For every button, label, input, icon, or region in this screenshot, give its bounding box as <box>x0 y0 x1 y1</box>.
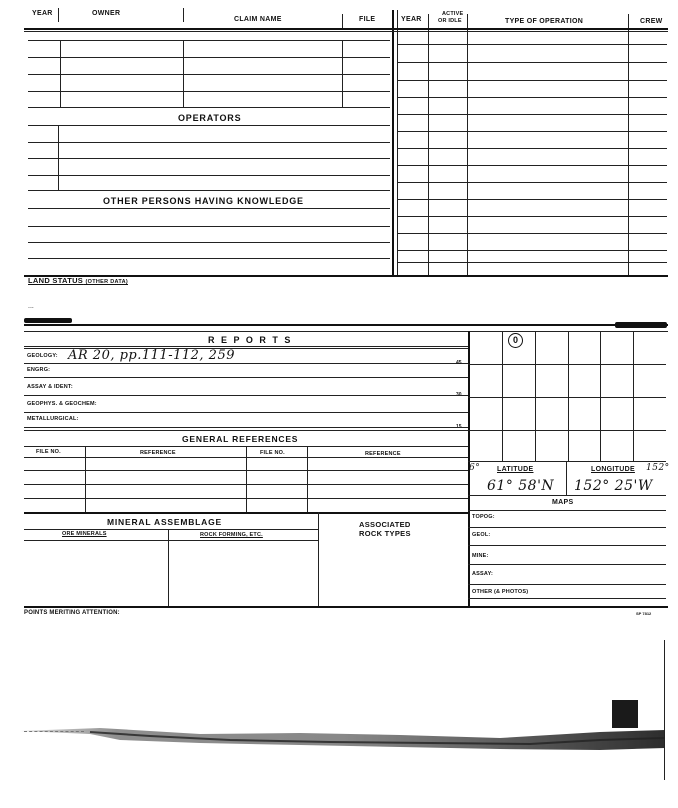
rule <box>183 40 184 107</box>
rule <box>397 233 667 234</box>
rule <box>342 40 343 107</box>
geology-label: GEOLOGY: <box>27 353 58 359</box>
scan-line <box>24 731 84 732</box>
rule <box>28 208 390 209</box>
rule <box>168 529 169 606</box>
rule <box>28 107 390 108</box>
latitude-value: 61° 58'N <box>487 478 555 494</box>
rule <box>24 512 468 514</box>
rock-types-label: ROCK TYPES <box>359 529 411 538</box>
rule <box>183 8 184 22</box>
rule <box>428 14 429 276</box>
metallurgical-label: METALLURGICAL: <box>27 416 79 422</box>
rule <box>28 125 390 126</box>
maps-title: MAPS <box>552 499 574 506</box>
rule <box>468 564 666 565</box>
rule <box>397 182 667 183</box>
rule <box>467 14 468 276</box>
rule <box>24 346 468 347</box>
maps-mine: MINE: <box>472 553 489 559</box>
rule <box>397 216 667 217</box>
longitude-label: LONGITUDE <box>591 466 635 473</box>
rule <box>633 331 634 461</box>
rule <box>28 142 390 143</box>
maps-geol: GEOL: <box>472 532 491 538</box>
rule <box>24 430 468 431</box>
rule <box>397 250 667 251</box>
general-references-title: GENERAL REFERENCES <box>182 434 299 444</box>
rule <box>28 242 390 243</box>
rule <box>318 512 319 606</box>
rule-main-divider <box>392 10 394 275</box>
margin-number: 15 <box>456 424 462 430</box>
rule <box>468 495 666 496</box>
rule <box>58 8 59 22</box>
land-status-value: ... <box>28 303 34 310</box>
rule <box>24 529 318 530</box>
rule <box>468 461 666 462</box>
form-number: SP 7812 <box>636 611 652 616</box>
rule <box>468 527 666 528</box>
rule <box>24 606 668 608</box>
rule <box>24 28 668 30</box>
rule <box>24 540 318 541</box>
rule <box>535 331 536 461</box>
longitude-value: 152° 25'W <box>574 478 653 494</box>
geophys-label: GEOPHYS. & GEOCHEM: <box>27 401 97 407</box>
header-year: YEAR <box>32 10 53 17</box>
header-crew: CREW <box>640 18 663 25</box>
operators-title: OPERATORS <box>178 113 242 123</box>
mineral-assemblage-title: MINERAL ASSEMBLAGE <box>107 517 222 527</box>
rule <box>468 545 666 546</box>
rule <box>28 158 390 159</box>
rule <box>397 62 667 63</box>
rule <box>397 165 667 166</box>
maps-other: OTHER (& PHOTOS) <box>472 589 529 595</box>
rule <box>397 131 667 132</box>
rule <box>28 57 390 58</box>
latitude-prefix: 6° <box>469 463 481 473</box>
rule <box>397 10 398 275</box>
maps-topog: TOPOG: <box>472 514 495 520</box>
rule <box>397 148 667 149</box>
punch-bar-left <box>24 318 72 323</box>
engrg-label: ENGRG: <box>27 367 51 373</box>
longitude-suffix: 152° <box>646 463 670 473</box>
scan-noise-band <box>0 720 678 780</box>
reports-title: R E P O R T S <box>208 335 293 345</box>
col-reference-1: REFERENCE <box>140 450 176 456</box>
header-owner: OWNER <box>92 10 121 17</box>
rule <box>24 363 468 364</box>
col-file-no-1: FILE NO. <box>36 449 61 455</box>
rule <box>397 114 667 115</box>
rule <box>24 324 668 326</box>
grid-marker: 0 <box>508 333 523 348</box>
col-file-no-2: FILE NO. <box>260 450 285 456</box>
rule <box>397 80 667 81</box>
rule <box>600 331 601 461</box>
rule <box>24 331 668 332</box>
assay-ident-label: ASSAY & IDENT: <box>27 384 73 390</box>
rule <box>24 427 468 428</box>
rule <box>628 14 629 276</box>
rule <box>468 397 666 398</box>
rule <box>28 40 390 41</box>
rule <box>246 446 247 512</box>
rule <box>468 430 666 431</box>
rule <box>468 364 666 365</box>
rule <box>397 199 667 200</box>
geology-value: AR 20, pp.111-112, 259 <box>68 348 235 363</box>
header-file: FILE <box>359 16 376 23</box>
rule <box>468 598 666 599</box>
rule <box>24 412 468 413</box>
header-active: ACTIVE <box>442 11 464 17</box>
points-meriting-label: POINTS MERITING ATTENTION: <box>24 610 120 616</box>
header-type-of-operation: TYPE OF OPERATION <box>505 18 584 25</box>
rule <box>28 175 390 176</box>
rule <box>24 31 668 32</box>
rule <box>397 262 667 263</box>
rock-forming-label: ROCK FORMING, ETC. <box>200 532 263 538</box>
rule <box>58 125 59 190</box>
margin-number: 30 <box>456 392 462 398</box>
ore-minerals-label: ORE MINERALS <box>62 531 107 537</box>
latitude-label: LATITUDE <box>497 466 534 473</box>
rule <box>566 461 567 495</box>
rule <box>502 331 503 461</box>
rule <box>28 258 390 259</box>
rule <box>24 395 468 396</box>
col-reference-2: REFERENCE <box>365 451 401 457</box>
header-year-2: YEAR <box>401 16 422 23</box>
rule <box>468 510 666 511</box>
maps-assay: ASSAY: <box>472 571 494 577</box>
rule <box>60 40 61 107</box>
other-persons-title: OTHER PERSONS HAVING KNOWLEDGE <box>103 196 304 206</box>
rule <box>468 584 666 585</box>
rule <box>307 446 308 512</box>
margin-number: 45 <box>456 360 462 366</box>
rule <box>342 14 343 28</box>
rule <box>28 190 390 191</box>
rule <box>24 377 468 378</box>
rule <box>397 97 667 98</box>
rule <box>568 331 569 461</box>
land-status-label: LAND STATUS (OTHER DATA) <box>28 276 128 285</box>
rule <box>397 44 667 45</box>
header-or-idle: OR IDLE <box>438 18 462 24</box>
header-claim-name: CLAIM NAME <box>234 16 282 23</box>
rule <box>28 91 390 92</box>
rule <box>85 446 86 512</box>
associated-label: ASSOCIATED <box>359 520 411 529</box>
rule <box>28 74 390 75</box>
rule <box>28 226 390 227</box>
